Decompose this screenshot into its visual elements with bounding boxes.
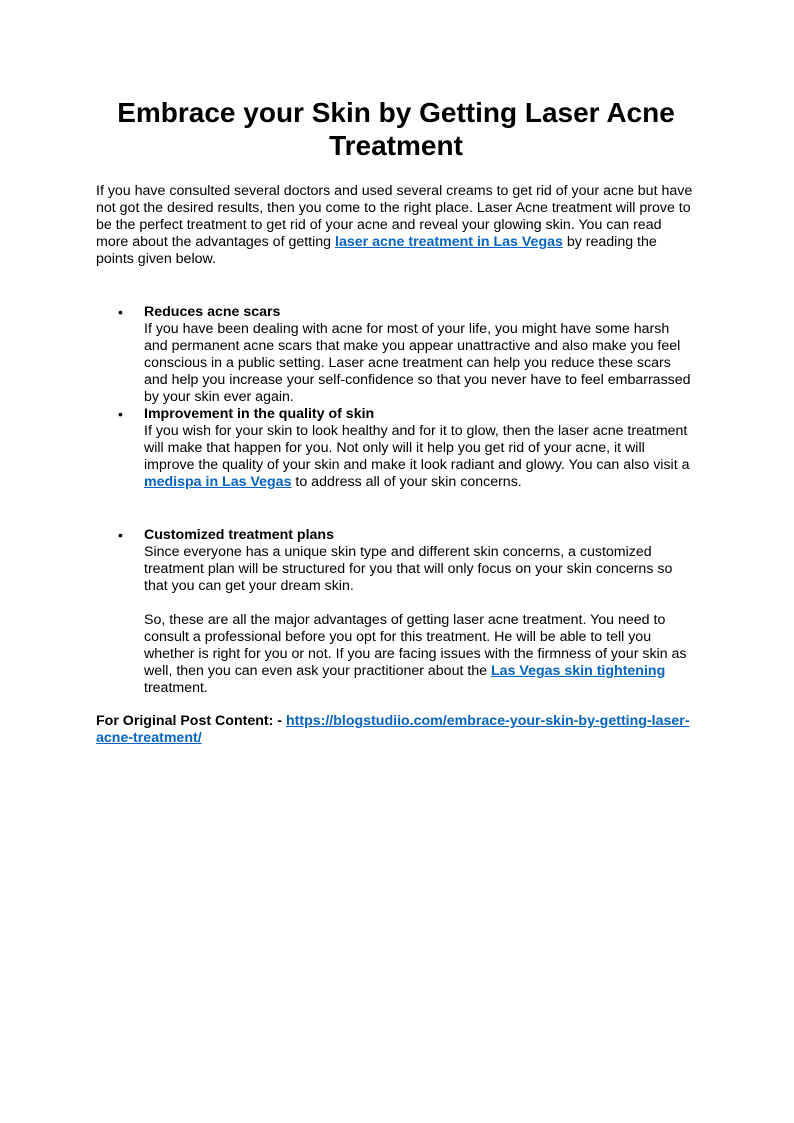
intro-text-before: If you have consulted several doctors and used several creams to get rid of your acne but have not got the desired results, then you come to the right place. Laser Acne treatment will prove to be the perfect treatment to get rid of your acne and reveal your glowing skin. You can read more about the advantages of getting — [96, 183, 693, 250]
point-text: If you have been dealing with acne for most of your life, you might have some harsh and permanent acne scars that make you appear unattractive and also make you feel conscious in a public setting. Laser acne treatment can help you reduce these scars and help you increase your self-confidence so that you never have to feel embarrassed by your skin ever again. — [144, 321, 691, 405]
benefits-list — [96, 304, 696, 697]
point-text: Since everyone has a unique skin type and different skin concerns, a customized treatment plan will be structured for you that will only focus on your skin concerns so that you can get your dream skin. — [144, 544, 673, 594]
medispa-link[interactable]: medispa in Las Vegas — [144, 474, 292, 490]
point-text-after: to address all of your skin concerns. — [291, 474, 522, 490]
point-title: Improvement in the quality of skin — [144, 406, 375, 422]
page-title: Embrace your Skin by Getting Laser Acne Treatment — [117, 97, 675, 161]
list-item — [96, 304, 696, 406]
source-line — [96, 713, 696, 747]
intro-paragraph — [96, 183, 696, 268]
point-title: Reduces acne scars — [144, 304, 281, 320]
bullet-icon: • — [118, 304, 123, 320]
document-page — [96, 96, 696, 747]
closing-text-before: So, these are all the major advantages of getting laser acne treatment. You need to consult a professional before you opt for this treatment. He will be able to tell you whether is right for you or not. If you are facing issues with the firmness of your skin as well, then you can even ask your practitioner about the — [144, 612, 687, 679]
list-item — [96, 406, 696, 491]
intro-text-after: by reading the points given below. — [96, 234, 657, 267]
source-label: For Original Post Content: - — [96, 713, 286, 729]
closing-paragraph — [144, 612, 696, 697]
source-url-link[interactable]: https://blogstudiio.com/embrace-your-skin-by-getting-laser-acne-treatment/ — [96, 713, 690, 746]
skin-tightening-link[interactable]: Las Vegas skin tightening — [491, 663, 666, 679]
point-title: Customized treatment plans — [144, 527, 334, 543]
list-item — [96, 527, 696, 697]
point-text — [144, 423, 696, 491]
closing-text-after: treatment. — [144, 680, 208, 696]
laser-acne-treatment-link[interactable]: laser acne treatment in Las Vegas — [335, 234, 563, 250]
point-text-before: If you wish for your skin to look healthy and for it to glow, then the laser acne treatment will make that happen for you. Not only will it help you get rid of your acne, it will improve the quality of your skin and make it look radiant and glowy. You can also visit a — [144, 423, 690, 473]
bullet-icon: • — [118, 406, 123, 422]
bullet-icon: • — [118, 527, 123, 543]
